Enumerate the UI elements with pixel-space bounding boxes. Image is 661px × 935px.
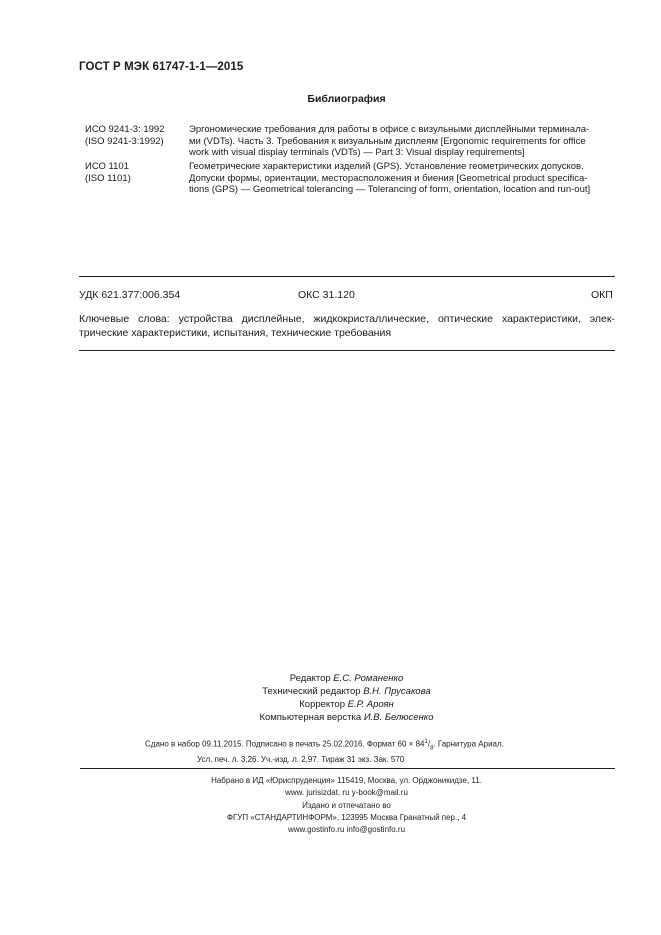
- credit-role: Технический редактор: [262, 686, 361, 697]
- keywords-line: Ключевые слова: устройства дисплейные, жидкокристаллические, оптические характеристики, элек-: [79, 313, 615, 325]
- keywords-line: трические характеристики, испытания, технические требования: [79, 326, 392, 339]
- publisher-info: [0, 775, 661, 836]
- publisher-line: Набрано в ИД «Юриспруденция» 115419, Москва, ул. Орджоникидзе, 11.: [211, 776, 482, 785]
- bibliography-title: [0, 93, 661, 105]
- keywords: [79, 313, 615, 340]
- oks-code: ОКС 31.120: [298, 289, 355, 301]
- credit-role: Корректор: [299, 699, 345, 710]
- description-line: Геометрические характеристики изделий (GPS). Установление геометрических допусков.: [189, 161, 584, 172]
- credit-name: И.В. Белюсенко: [363, 712, 434, 723]
- credits: [0, 672, 661, 724]
- credit-line: [16, 698, 661, 711]
- description-line: Эргономические требования для работы в офисе с визульными дисплейными терминала-: [189, 124, 590, 135]
- bibliography-description: [189, 161, 615, 196]
- credit-line: [16, 685, 661, 698]
- description-line: Допуски формы, ориентации, месторасположения и биения [Geometrical product specifica-: [189, 172, 588, 184]
- print-info-line: Сдано в набор 09.11.2015. Подписано в печать 25.02.2016. Формат $60 \times 84^1/_8$. Гарнитура Ариал.: [145, 739, 504, 752]
- description-line: tions (GPS) — Geometrical tolerancing — Tolerancing of form, orientation, location and run-out]: [189, 184, 591, 196]
- reference-line: (ISO 9241-3:1992): [85, 135, 164, 147]
- credit-name: Е.С. Романенко: [333, 673, 404, 684]
- publisher-line: www. jurisizdat. ru y-book@mail.ru: [285, 788, 408, 798]
- description-line: work with visual display terminals (VDTs) — Part 3: Visual display requirements]: [189, 147, 525, 159]
- credit-line: [16, 711, 661, 724]
- reference-line: ИСО 1101: [85, 161, 129, 172]
- print-info-line: Усл. печ. л. 3,26. Уч.-изд. л. 2,97. Тираж 31 экз. Зак. 570: [197, 755, 405, 764]
- print-info-text: . Гарнитура Ариал.: [433, 739, 504, 749]
- credit-role: Редактор: [289, 673, 331, 684]
- bibliography-reference: [85, 161, 185, 184]
- publisher-line: www.gostinfo.ru info@gostinfo.ru: [287, 825, 406, 835]
- reference-line: ИСО 9241-3: 1992: [85, 124, 165, 135]
- format-denominator: 8: [430, 745, 434, 752]
- publisher-line: Издано и отпечатано во: [302, 800, 391, 810]
- credit-line: [16, 672, 661, 685]
- reference-line: (ISO 1101): [85, 172, 131, 184]
- bibliography-reference: [85, 124, 185, 147]
- publisher-line: ФГУП «СТАНДАРТИНФОРМ», 123995 Москва Гранатный пер., 4: [226, 812, 467, 822]
- description-line: ми (VDTs). Часть 3. Требования к визуальным дисплеям [Ergonomic requirements for office: [189, 135, 586, 147]
- standard-code: ГОСТ Р МЭК 61747-1-1—2015: [79, 61, 244, 73]
- divider-top: [79, 276, 615, 277]
- print-info-text: Сдано в набор 09.11.2015. Подписано в печать 25.02.2016. Формат 60 × 84: [145, 739, 425, 749]
- format-numerator: 1: [424, 739, 428, 745]
- udk-code: УДК 621.377:006.354: [79, 289, 181, 301]
- credit-name: В.Н. Прусакова: [363, 686, 431, 697]
- credit-role: Компьютерная верстка: [259, 712, 362, 723]
- bibliography-description: [189, 124, 615, 159]
- publisher-divider: [80, 768, 615, 769]
- okp-code: ОКП: [591, 289, 613, 301]
- divider-bottom: [79, 350, 615, 351]
- bibliography-title-text: Библиография: [307, 93, 386, 105]
- credit-name: Е.Р. Ароян: [347, 699, 394, 710]
